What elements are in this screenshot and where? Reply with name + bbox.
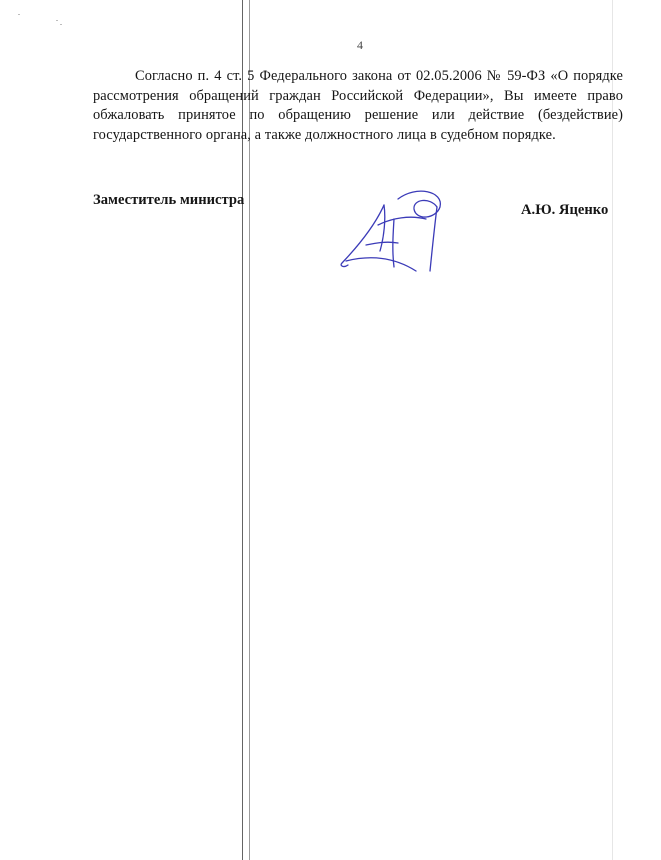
scan-speck [18,14,20,15]
handwritten-signature [336,185,451,275]
page-number: 4 [357,38,363,52]
body-paragraph: Согласно п. 4 ст. 5 Федерального закона от 02.05.2006 № 59-ФЗ «О порядке рассмотрения обращений граждан Российской Федерации», Вы имеете право обжаловать принятое по обращению решение или действие (бездействие) государственного органа, а также должностного лица в судебном порядке. [93,68,623,143]
scan-speck [56,20,58,21]
scan-speck [60,24,62,25]
signer-title: Заместитель министра [93,192,245,208]
signer-name: А.Ю. Яценко [521,202,609,218]
